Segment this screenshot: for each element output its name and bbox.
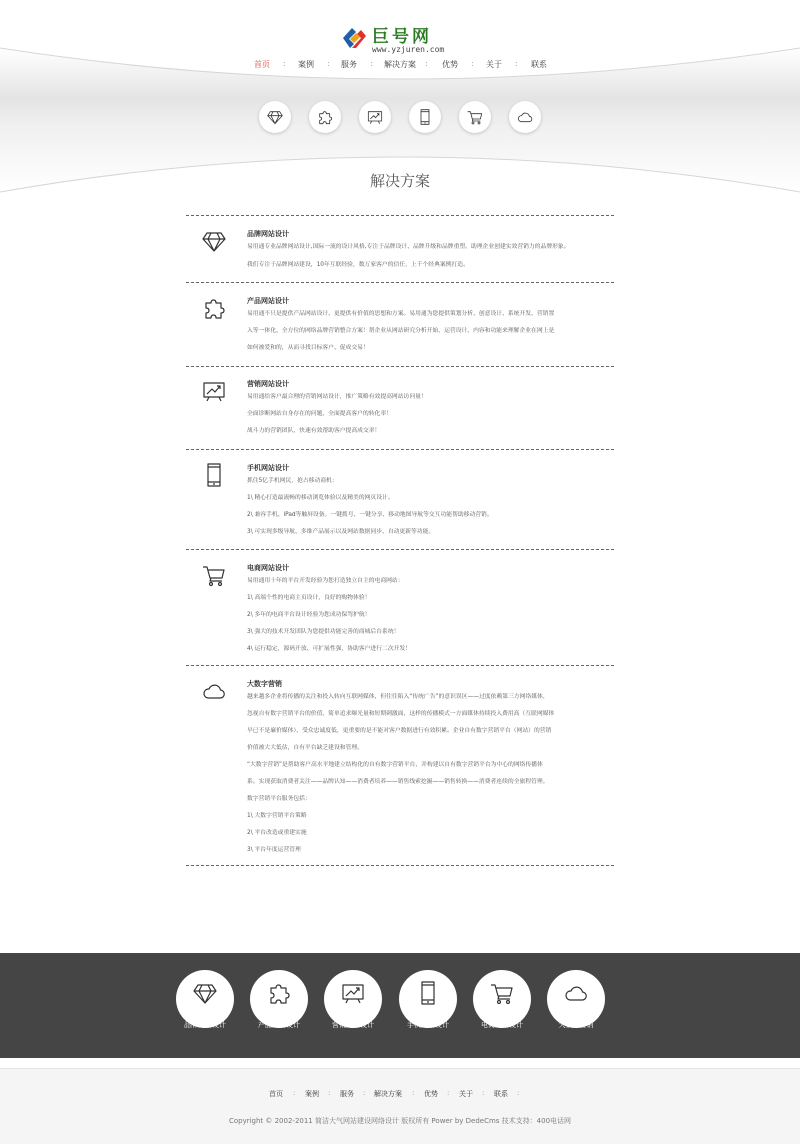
footer-nav-services[interactable]: 服务 [340,1090,354,1098]
footer-nav-advantages[interactable]: 优势 [424,1090,438,1098]
section-text: 3\ 强大的技术开发团队为您提供功能完善的商城后台系统！ [247,629,400,635]
section-text: 2\ 多年的电商平台设计经验为您成功保驾护航！ [247,612,371,618]
divider [186,665,614,666]
footer-service-label[interactable]: 手机网站设计 [407,1021,449,1029]
section-text: “大数字营销”是帮助客户高水平地建立结构化的自有数字营销平台，并构建以自有数字营销平台为中心的网络传播体 [247,762,543,768]
footer-service-label[interactable]: 电商网站设计 [481,1021,523,1029]
nav-item-contact[interactable]: 联系 [531,60,547,69]
cloud-icon [202,679,226,703]
section-text: 战斗力的营销团队，快速有效帮助客户提高成交率！ [247,428,381,434]
footer-nav-home[interactable]: 首页 [269,1090,283,1098]
footer-service-label[interactable]: 大数字营销 [558,1021,594,1029]
section-text: 入等一体化、全方位的网络品牌营销整合方案！帮企业从网站研究分析开始，运营设计、内容和功能来理解企业在网上是 [247,328,555,334]
footer-service-label[interactable]: 品牌网站设计 [184,1021,226,1029]
nav-separator: : [327,59,330,68]
phone-icon [416,981,440,1005]
section-title: 大数字营销 [247,680,282,688]
section-text: 数字营销平台服务包括： [247,796,311,802]
top-icon-chart[interactable] [359,101,391,133]
nav-separator: : [293,1089,296,1097]
diamond-icon [267,109,283,125]
divider [186,282,614,283]
footer-nav-contact[interactable]: 联系 [494,1090,508,1098]
nav-separator: : [328,1089,331,1097]
diamond-icon [193,981,217,1005]
nav-item-solutions[interactable]: 解决方案 [384,60,416,69]
section-text: 如何被爱和的，从而寻找目标客户、促成交易！ [247,345,369,351]
section-text: 2\ 平台改造或重建实施 [247,830,307,836]
section-text: 1\ 高端个性的电商主页设计，良好的购物体验！ [247,595,371,601]
phone-icon [417,109,433,125]
section-title: 手机网站设计 [247,464,289,472]
cloud-icon [517,109,533,125]
section-text: 系。实现获取消费者关注——品牌认知——消费者培养——销售线索挖掘——销售转换——消费者连续的全旅程管理。 [247,779,549,785]
chart-board-icon [202,379,226,403]
nav-item-about[interactable]: 关于 [486,60,502,69]
section-text: 早已不是廉价媒体）、受众忠诚度低，更重要的是不能对客户数据进行有效积累。企业自有数字营销平台（网站）的营销 [247,728,552,734]
divider [186,865,614,866]
section-title: 品牌网站设计 [247,230,289,238]
brand-url: www.yzjuren.com [372,45,445,54]
section-title: 营销网站设计 [247,380,289,388]
cloud-icon [564,981,588,1005]
puzzle-icon [202,296,226,320]
nav-separator: : [283,59,286,68]
section-text: 2\ 兼容手机、iPad等触屏设备。一键拨号、一键分享、移动地图导航等交互功能帮助移动营销。 [247,512,493,518]
section-text: 3\ 平台年度运营管理 [247,847,301,853]
footer-service-label[interactable]: 产品网站设计 [258,1021,300,1029]
nav-separator: : [412,1089,415,1097]
footer-service-label[interactable]: 营销网站设计 [332,1021,374,1029]
section-text: 全面诊断网站自身存在的问题，全面提高客户的转化率！ [247,411,392,417]
chart-board-icon [341,981,365,1005]
puzzle-icon [267,981,291,1005]
section-text: 4\ 运行稳定，源码开放、可扩展性强，协助客户进行二次开发！ [247,646,412,652]
section-text: 越来越多企业将传播的关注和投入转向互联网媒体，但往往陷入“传统广告”的意识误区——过度依赖第三方网络媒体， [247,694,549,700]
section-text: 易用通给客户最合理的营销网站设计，推广策略有效提高网站访问量！ [247,394,427,400]
section-text: 3\ 可实现多级导航、多维产品展示以及网站数据同步、自动更新等功能。 [247,529,435,535]
section-text: 易用通用十年的平台开发经验为您打造独立自主的电商网站： [247,578,404,584]
section-text: 我们专注于品牌网站建设，10年互联经验，数万家客户的信任，上千个经典案例打造。 [247,262,469,268]
cart-icon [467,109,483,125]
section-text: 价值被大大低估，自有平台缺乏建设和管理。 [247,745,363,751]
divider [186,215,614,216]
top-icon-phone[interactable] [409,101,441,133]
divider [186,366,614,367]
main-nav [240,59,570,73]
nav-separator: : [370,59,373,68]
section-text: 易用通不只是提供产品网站设计、更提供有价值的思想和方案。易用通为您提供策划分析、创意设计、系统开发、营销置 [247,311,555,317]
brand-name: 巨号网 [372,27,432,47]
top-icon-puzzle[interactable] [309,101,341,133]
page-title: 解决方案 [369,172,430,190]
nav-item-services[interactable]: 服务 [341,60,357,69]
chart-board-icon [367,109,383,125]
nav-separator: : [517,1089,520,1097]
nav-separator: : [425,59,428,68]
diamond-icon [202,229,226,253]
cart-icon [490,981,514,1005]
section-title: 产品网站设计 [247,297,289,305]
nav-separator: : [471,59,474,68]
nav-item-home[interactable]: 首页 [254,60,270,69]
puzzle-icon [317,109,333,125]
nav-separator: : [447,1089,450,1097]
section-text: 1\ 精心打造最流畅的移动浏览体验以及精美的网页设计。 [247,495,394,501]
copyright: Copyright © 2002-2011 简洁大气网站建设网络设计 版权所有 Power by DedeCms 技术支持：400电话网 [228,1117,572,1125]
logo-mark-icon [340,24,368,52]
top-icon-cloud[interactable] [509,101,541,133]
site-logo[interactable] [340,20,480,60]
divider [186,449,614,450]
site-footer [0,1068,800,1144]
divider [186,549,614,550]
nav-separator: : [363,1089,366,1097]
top-icon-diamond[interactable] [259,101,291,133]
nav-separator: : [515,59,518,68]
top-icon-cart[interactable] [459,101,491,133]
cart-icon [202,563,226,587]
nav-item-advantages[interactable]: 优势 [442,60,458,69]
footer-nav-about[interactable]: 关于 [459,1090,473,1098]
nav-separator: : [482,1089,485,1097]
section-text: 易用通专业品牌网站设计,国际一流的设计风格,专注于品牌设计、品牌升级和品牌重塑。助理企业创建实效营销力的品牌形象。 [247,244,570,250]
section-text: 忽视自有数字营销平台的价值，简单追求曝光量和短期刺激面，这样的传播模式一方面媒体持续投入费用高（互联网媒体 [247,711,555,717]
section-title: 电商网站设计 [247,564,289,572]
footer-nav-cases[interactable]: 案例 [305,1090,319,1098]
section-text: 抓住5亿手机网民，抢占移动商机： [247,478,338,484]
footer-nav-solutions[interactable]: 解决方案 [374,1090,402,1098]
section-text: 1\ 大数字营销平台策略 [247,813,307,819]
nav-item-cases[interactable]: 案例 [298,60,314,69]
phone-icon [202,463,226,487]
